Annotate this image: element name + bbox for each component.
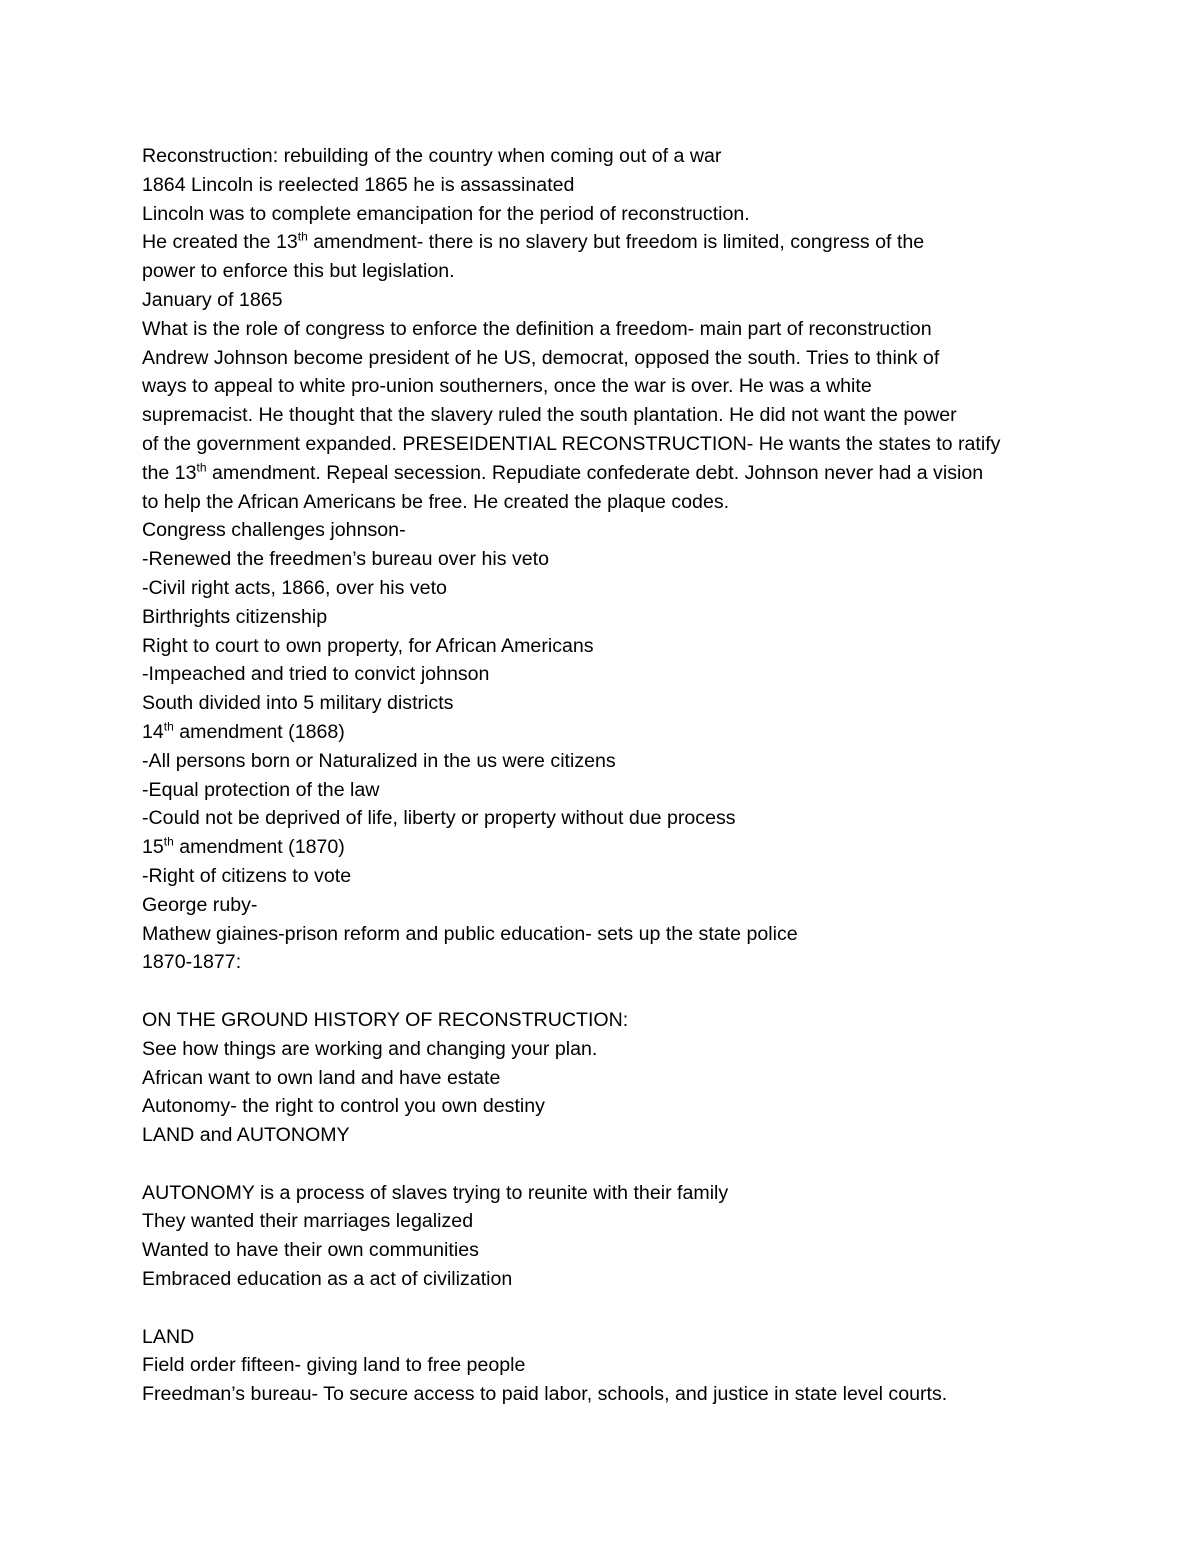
text-line: What is the role of congress to enforce the definition a freedom- main part of reconstruction: [142, 317, 932, 340]
text-line: South divided into 5 military districts: [142, 692, 454, 715]
text-line: supremacist. He thought that the slavery ruled the south plantation. He did not want the power: [142, 404, 957, 427]
text-span: He created the 13: [142, 231, 298, 254]
text-line: They wanted their marriages legalized: [142, 1210, 474, 1233]
text-line: -Right of citizens to vote: [142, 864, 352, 887]
text-line: 1864 Lincoln is reelected 1865 he is assassinated: [142, 173, 575, 196]
text-line: See how things are working and changing your plan.: [142, 1037, 598, 1060]
text-line: African want to own land and have estate: [142, 1066, 501, 1089]
superscript: th: [163, 834, 174, 849]
text-line: Birthrights citizenship: [142, 605, 328, 628]
text-line: ways to appeal to white pro-union southerners, once the war is over. He was a white: [142, 375, 872, 398]
text-line: [142, 718, 1072, 747]
text-span: 15: [142, 836, 164, 859]
text-line: Reconstruction: rebuilding of the country when coming out of a war: [142, 145, 722, 167]
text-line: -Civil right acts, 1866, over his veto: [142, 576, 447, 599]
text-line: Andrew Johnson become president of he US, democrat, opposed the south. Tries to think of: [142, 346, 940, 369]
superscript: th: [196, 460, 207, 475]
text-span: amendment (1868): [173, 720, 345, 743]
superscript: th: [163, 719, 174, 734]
text-line: -Renewed the freedmen’s bureau over his veto: [142, 548, 549, 571]
text-line: Congress challenges johnson-: [142, 519, 406, 542]
text-line: Right to court to own property, for African Americans: [142, 634, 594, 657]
document-page: [142, 142, 1072, 1409]
text-line: LAND and AUTONOMY: [142, 1124, 350, 1147]
text-line: 1870-1877:: [142, 951, 242, 974]
text-span: 14: [142, 720, 164, 743]
text-line: Mathew giaines-prison reform and public education- sets up the state police: [142, 922, 798, 945]
section-heading: ON THE GROUND HISTORY OF RECONSTRUCTION:: [142, 1008, 629, 1031]
text-span: the 13: [142, 461, 197, 484]
text-line: Autonomy- the right to control you own destiny: [142, 1095, 545, 1118]
superscript: th: [297, 229, 308, 244]
text-line: George ruby-: [142, 893, 258, 916]
text-line: [142, 228, 1072, 257]
text-line: Field order fifteen- giving land to free people: [142, 1354, 526, 1377]
text-line: of the government expanded. PRESEIDENTIAL RECONSTRUCTION- He wants the states to ratify: [142, 432, 1001, 455]
blank-line: [142, 1294, 1072, 1323]
text-line: to help the African Americans be free. He created the plaque codes.: [142, 490, 730, 513]
text-line: [142, 833, 1072, 862]
blank-line: [142, 977, 1072, 1006]
text-line: January of 1865: [142, 288, 283, 311]
text-line: -Impeached and tried to convict johnson: [142, 663, 490, 686]
section-heading: LAND: [142, 1325, 195, 1348]
text-span: amendment. Repeal secession. Repudiate confederate debt. Johnson never had a vision: [206, 461, 984, 484]
blank-line: [142, 1150, 1072, 1179]
text-span: amendment- there is no slavery but freedom is limited, congress of the: [307, 231, 925, 254]
text-line: Wanted to have their own communities: [142, 1239, 479, 1262]
text-line: Lincoln was to complete emancipation for the period of reconstruction.: [142, 202, 750, 225]
text-line: [142, 459, 1072, 488]
text-span: amendment (1870): [173, 836, 345, 859]
text-line: Embraced education as a act of civilization: [142, 1268, 513, 1291]
text-line: Freedman’s bureau- To secure access to paid labor, schools, and justice in state level courts.: [142, 1383, 948, 1406]
text-line: power to enforce this but legislation.: [142, 260, 455, 283]
text-line: AUTONOMY is a process of slaves trying to reunite with their family: [142, 1181, 729, 1204]
text-line: -Equal protection of the law: [142, 778, 380, 801]
text-line: -All persons born or Naturalized in the us were citizens: [142, 749, 616, 772]
text-line: -Could not be deprived of life, liberty or property without due process: [142, 807, 736, 830]
